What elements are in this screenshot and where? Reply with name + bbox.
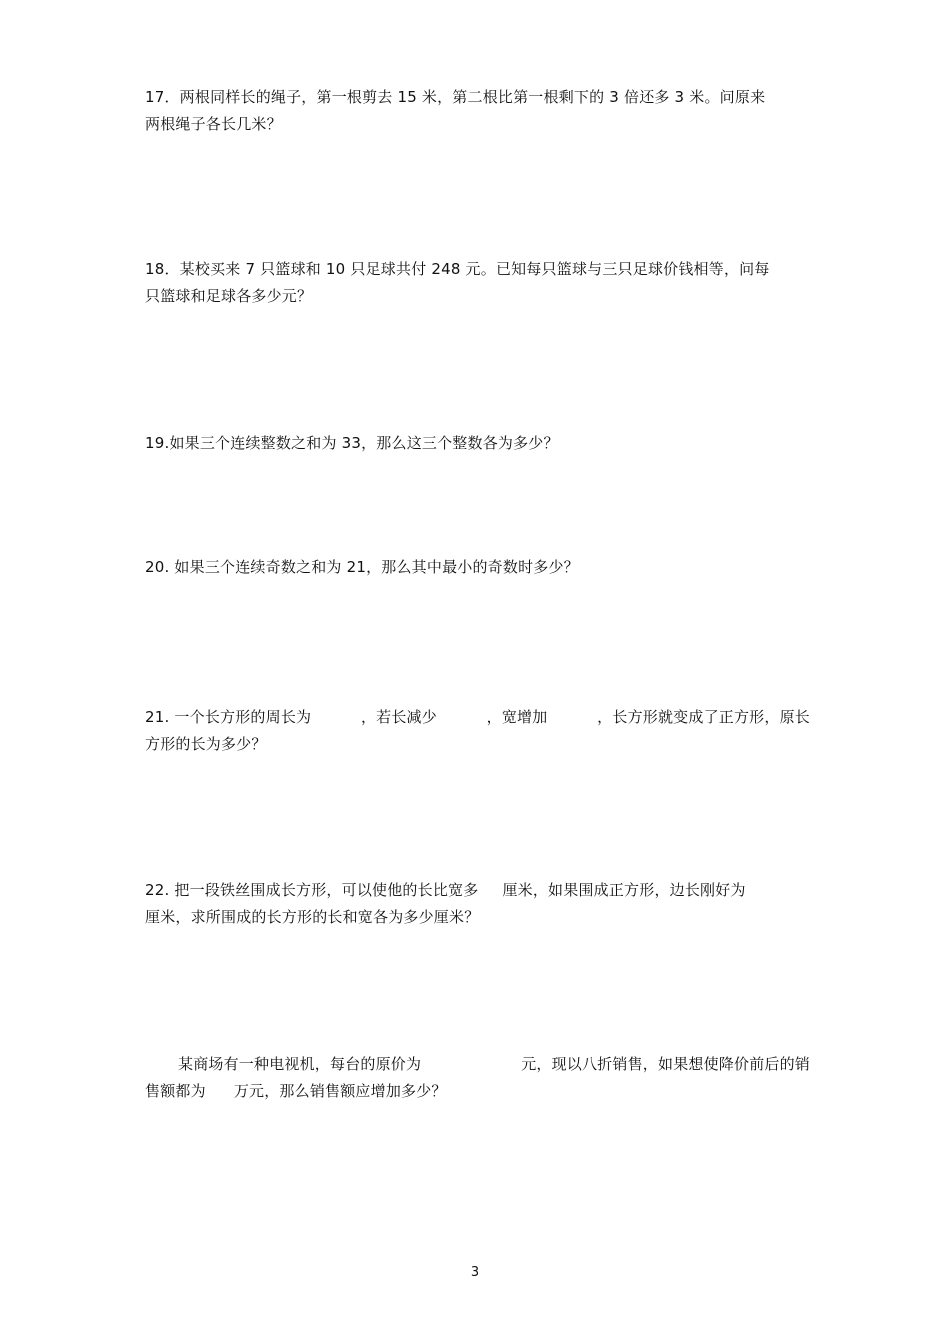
problem-21-text-length-decrease: ，若长减少 [360, 708, 437, 726]
problem-21-text-perimeter: 21. 一个长方形的周长为 [145, 708, 312, 726]
problem-23-text-original-price: 某商场有一种电视机，每台的原价为 [178, 1055, 422, 1073]
problem-17-line-2: 两根绳子各长几米？ [145, 115, 282, 133]
problem-20-line-1: 20. 如果三个连续奇数之和为 21，那么其中最小的奇数时多少？ [145, 558, 579, 576]
problem-17 [145, 84, 810, 138]
problem-21-line-2: 方形的长为多少？ [145, 735, 267, 753]
problem-21 [145, 704, 810, 758]
problem-23-line-1 [145, 1051, 810, 1078]
problem-22-text-longer: 22. 把一段铁丝围成长方形，可以使他的长比宽多 [145, 881, 479, 899]
problem-23-line-2 [145, 1078, 810, 1105]
problem-19-line-1: 19.如果三个连续整数之和为 33，那么这三个整数各为多少？ [145, 434, 559, 452]
problem-23-text-discount: 元，现以八折销售，如果想使降价前后的销 [521, 1055, 810, 1073]
problem-18-line-2: 只篮球和足球各多少元？ [145, 287, 313, 305]
problem-21-text-square: ，长方形就变成了正方形，原长 [597, 708, 810, 726]
problem-22-text-square-side: 厘米，如果围成正方形，边长刚好为 [502, 881, 746, 899]
problem-18 [145, 256, 810, 310]
problem-18-line-1: 18．某校买来 7 只篮球和 10 只足球共付 248 元。已知每只篮球与三只足球价钱相等，问每 [145, 260, 770, 278]
problem-21-line-1 [145, 704, 810, 731]
problem-20 [145, 554, 810, 581]
problem-23-text-sales-amount: 售额都为 [145, 1082, 206, 1100]
problem-22 [145, 877, 810, 931]
problem-22-line-2: 厘米，求所围成的长方形的长和宽各为多少厘米？ [145, 908, 480, 926]
problem-22-line-1 [145, 877, 810, 904]
problem-23-text-increase: 万元，那么销售额应增加多少？ [233, 1082, 447, 1100]
problem-17-line-1: 17．两根同样长的绳子，第一根剪去 15 米，第二根比第一根剩下的 3 倍还多 3 米。问原来 [145, 88, 766, 106]
page-number: 3 [470, 1265, 480, 1280]
problem-23 [145, 1051, 810, 1105]
problem-21-text-width-increase: ，宽增加 [486, 708, 548, 726]
problem-19 [145, 430, 810, 457]
